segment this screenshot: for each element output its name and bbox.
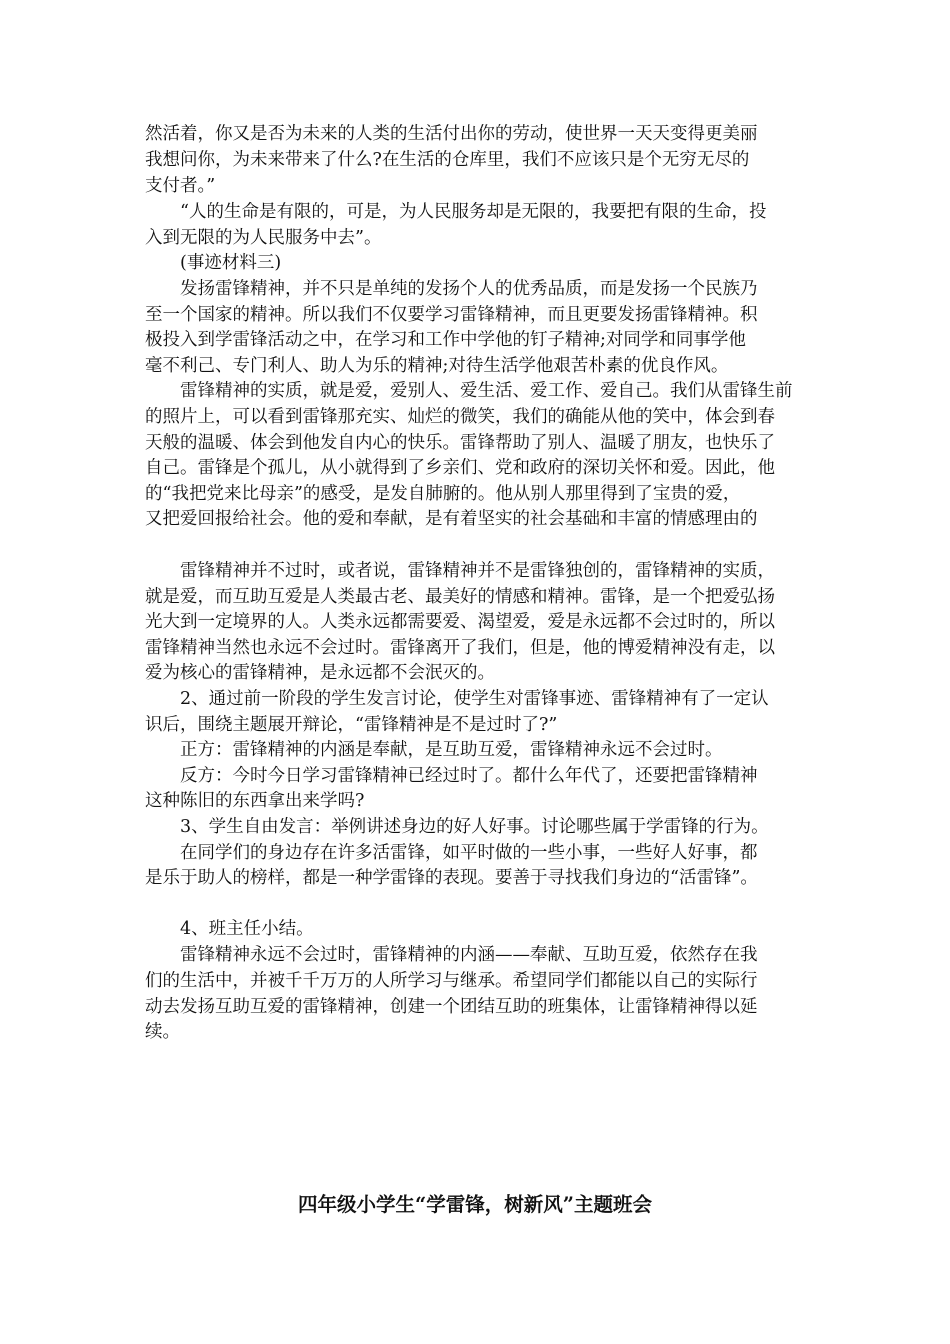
body-text-line: 反方：今时今日学习雷锋精神已经过时了。都什么年代了，还要把雷锋精神 — [145, 766, 758, 786]
body-text-line: 2、通过前一阶段的学生发言讨论，使学生对雷锋事迹、雷锋精神有了一定认 — [145, 689, 769, 709]
body-text-line: 3、学生自由发言：举例讲述身边的好人好事。讨论哪些属于学雷锋的行为。 — [145, 817, 769, 837]
body-text-line: 入到无限的为人民服务中去”。 — [145, 228, 382, 248]
body-text-line: 续。 — [145, 1022, 180, 1042]
body-text-line: 天般的温暖、体会到他发自内心的快乐。雷锋帮助了别人、温暖了朋友，也快乐了 — [145, 433, 775, 453]
body-text-line: 们的生活中，并被千千万万的人所学习与继承。希望同学们都能以自己的实际行 — [145, 971, 758, 991]
document-title: 四年级小学生“学雷锋，树新风”主题班会 — [298, 1193, 652, 1216]
body-text-line: 自己。雷锋是个孤儿，从小就得到了乡亲们、党和政府的深切关怀和爱。因此，他 — [145, 458, 775, 478]
body-text-line: 然活着，你又是否为未来的人类的生活付出你的劳动，使世界一天天变得更美丽 — [145, 124, 758, 144]
body-text-line: 雷锋精神的实质，就是爱，爱别人、爱生活、爱工作、爱自己。我们从雷锋生前 — [145, 381, 793, 401]
body-text-line: 在同学们的身边存在许多活雷锋，如平时做的一些小事，一些好人好事，都 — [145, 843, 758, 863]
body-text-line: 又把爱回报给社会。他的爱和奉献，是有着坚实的社会基础和丰富的情感理由的 — [145, 509, 758, 529]
body-text-line: 毫不利己、专门利人、助人为乐的精神;对待生活学他艰苦朴素的优良作风。 — [145, 356, 729, 376]
body-text-line: “人的生命是有限的，可是，为人民服务却是无限的，我要把有限的生命，投 — [145, 202, 767, 222]
body-text-line: 雷锋精神并不过时，或者说，雷锋精神并不是雷锋独创的，雷锋精神的实质， — [145, 561, 775, 581]
body-text-line: 正方：雷锋精神的内涵是奉献，是互助互爱，雷锋精神永远不会过时。 — [145, 740, 723, 760]
body-text-line: 支付者。” — [145, 176, 216, 196]
body-text-line: 的“我把党来比母亲”的感受，是发自肺腑的。他从别人那里得到了宝贵的爱， — [145, 484, 741, 504]
body-text-line: 我想问你，为未来带来了什么?在生活的仓库里，我们不应该只是个无穷无尽的 — [145, 150, 750, 170]
body-text-line: (事迹材料三) — [145, 253, 282, 273]
body-text-line: 动去发扬互助互爱的雷锋精神，创建一个团结互助的班集体，让雷锋精神得以延 — [145, 997, 758, 1017]
body-text-line: 雷锋精神当然也永远不会过时。雷锋离开了我们，但是，他的博爱精神没有走，以 — [145, 638, 775, 658]
body-text-line: 是乐于助人的榜样，都是一种学雷锋的表现。要善于寻找我们身边的“活雷锋”。 — [145, 868, 758, 888]
body-text-line: 这种陈旧的东西拿出来学吗? — [145, 791, 365, 811]
body-text-line: 至一个国家的精神。所以我们不仅要学习雷锋精神，而且更要发扬雷锋精神。积 — [145, 305, 758, 325]
body-text-line: 光大到一定境界的人。人类永远都需要爱、渴望爱，爱是永远都不会过时的，所以 — [145, 612, 775, 632]
body-text-line: 极投入到学雷锋活动之中，在学习和工作中学他的钉子精神;对同学和同事学他 — [145, 330, 746, 350]
body-text-line: 识后，围绕主题展开辩论，“雷锋精神是不是过时了?” — [145, 715, 558, 735]
body-text-line: 发扬雷锋精神，并不只是单纯的发扬个人的优秀品质，而是发扬一个民族乃 — [145, 279, 758, 299]
body-text-line: 雷锋精神永远不会过时，雷锋精神的内涵——奉献、互助互爱，依然存在我 — [145, 945, 758, 965]
body-text-line: 就是爱，而互助互爱是人类最古老、最美好的情感和精神。雷锋，是一个把爱弘扬 — [145, 587, 775, 607]
body-text-line: 的照片上，可以看到雷锋那充实、灿烂的微笑，我们的确能从他的笑中，体会到春 — [145, 407, 775, 427]
body-text-line: 爱为核心的雷锋精神，是永远都不会泯灭的。 — [145, 663, 495, 683]
body-text-line: 4、班主任小结。 — [145, 919, 314, 939]
